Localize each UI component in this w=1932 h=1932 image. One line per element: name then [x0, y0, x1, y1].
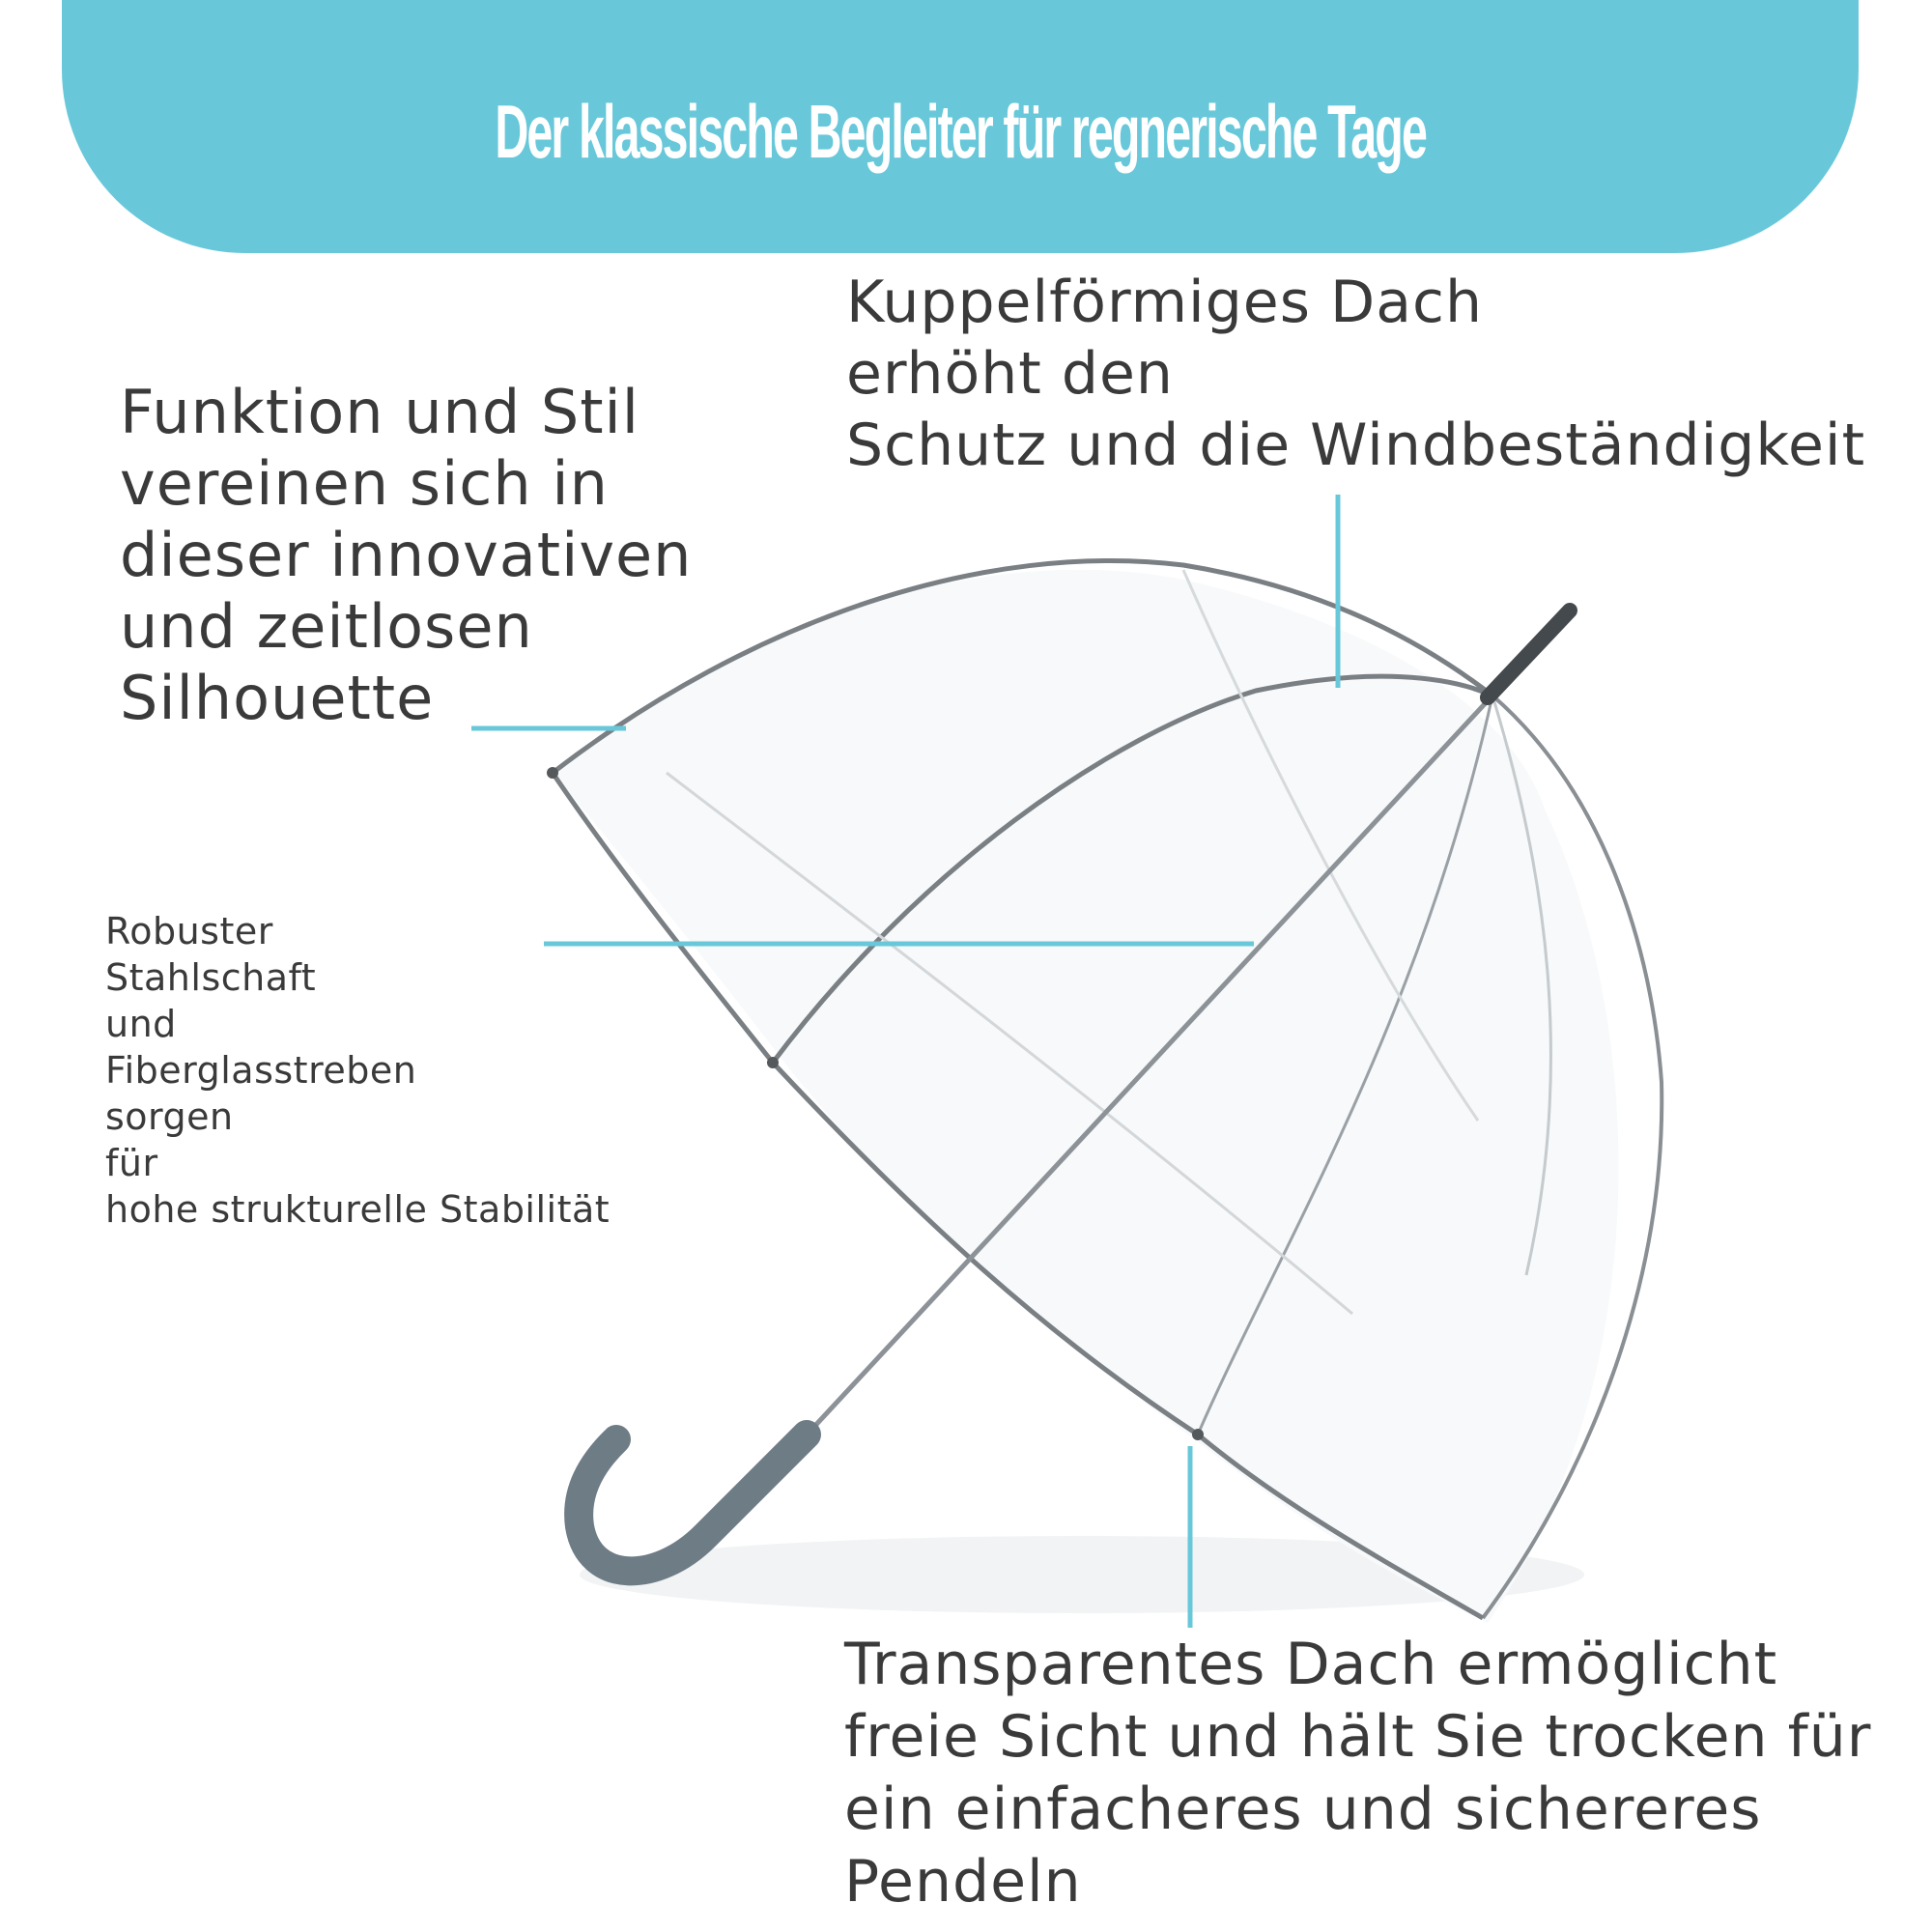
callout-steel-frame: Robuster Stahlschaft und Fiberglasstreben sorgen für hohe strukturelle Stabilität	[105, 910, 611, 1231]
callout-transparent-canopy: Transparentes Dach ermöglicht freie Sicht und hält Sie trocken für ein einfacheres und sichereres Pendeln	[844, 1631, 1872, 1916]
banner-title: Der klassische Begleiter für regnerische Tage	[495, 88, 1426, 174]
callout-function-style: Funktion und Stil vereinen sich in dieser innovativen und zeitlosen Silhouette	[120, 377, 693, 733]
callout-dome-protection: Kuppelförmiges Dach erhöht den Schutz und die Windbeständigkeit	[846, 269, 1866, 479]
clear-dome-umbrella-icon	[547, 560, 1662, 1623]
